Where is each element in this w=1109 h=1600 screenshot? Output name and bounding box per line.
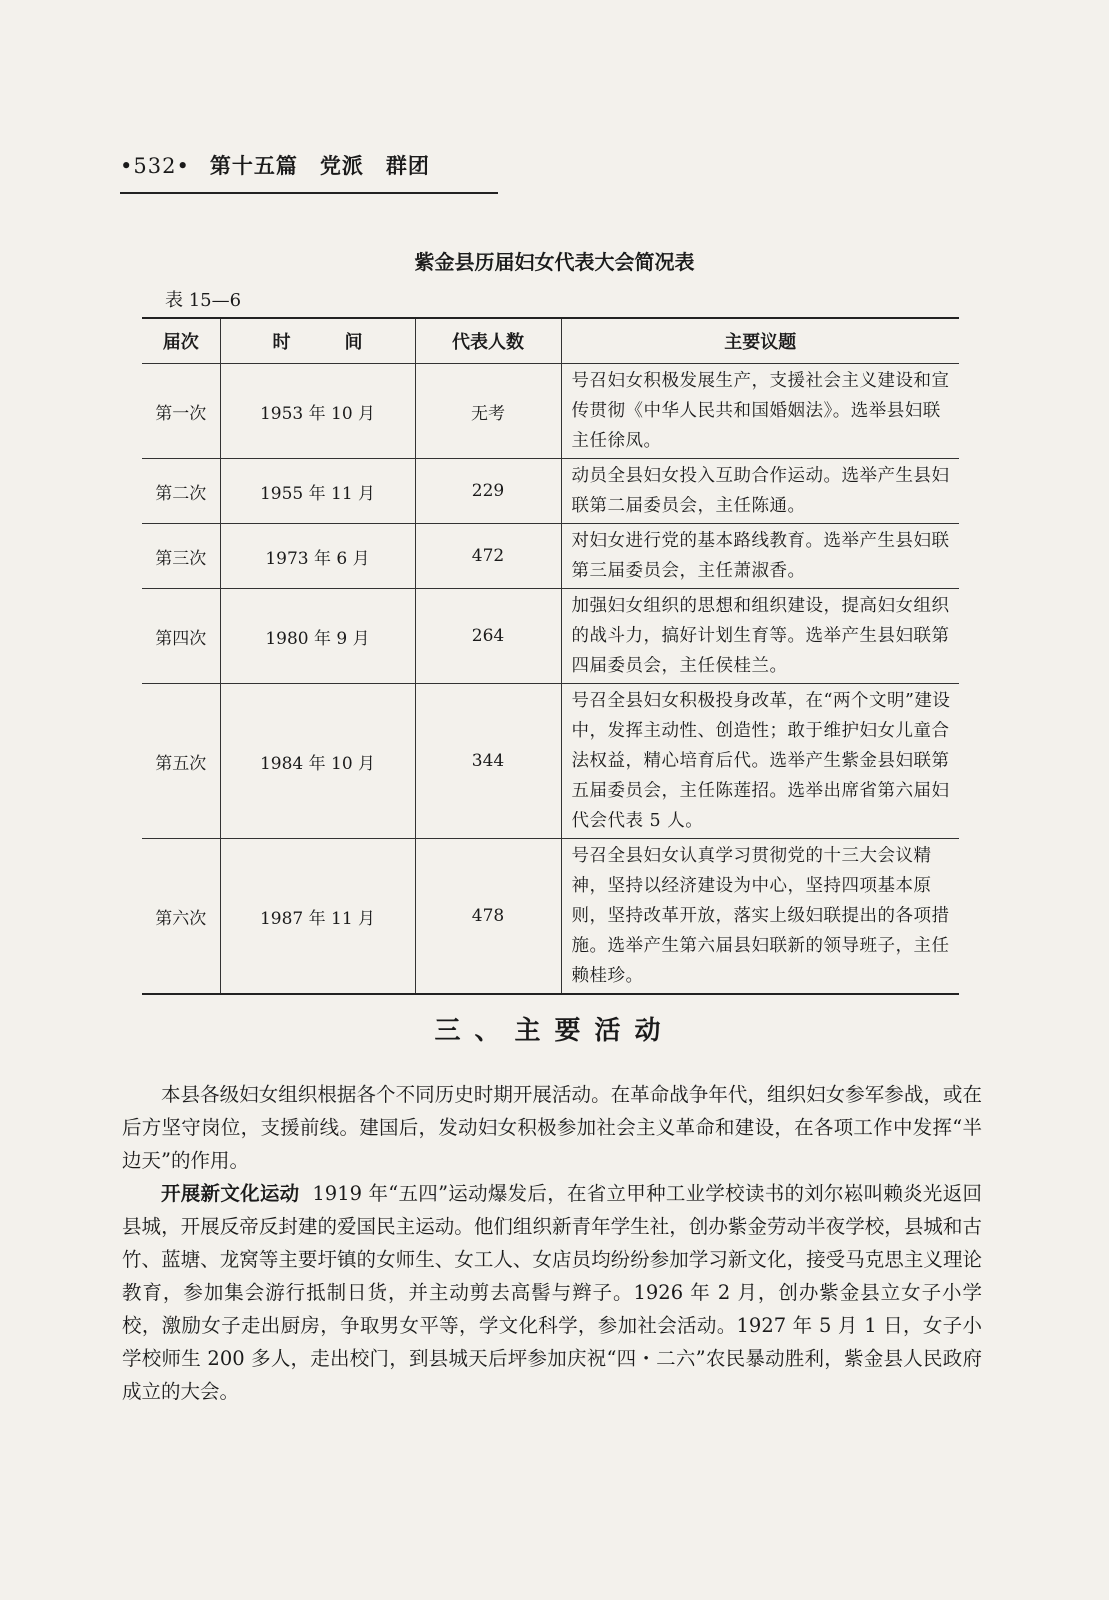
session-cell: 第三次 bbox=[142, 524, 220, 589]
topic-cell: 号召全县妇女认真学习贯彻党的十三大会议精神，坚持以经济建设为中心，坚持四项基本原则，坚持改革开放，落实上级妇联提出的各项措施。选举产生第六届县妇联新的领导班子，主任赖桂珍。 bbox=[561, 839, 959, 995]
table-row bbox=[142, 459, 959, 524]
delegates-cell: 264 bbox=[415, 589, 561, 684]
topic-cell: 号召妇女积极发展生产，支援社会主义建设和宣传贯彻《中华人民共和国婚姻法》。选举县妇联主任徐凤。 bbox=[561, 364, 959, 459]
topic-cell: 号召全县妇女积极投身改革，在“两个文明”建设中，发挥主动性、创造性；敢于维护妇女儿童合法权益，精心培育后代。选举产生紫金县妇联第五届委员会，主任陈莲招。选举出席省第六届妇代会代表 5 人。 bbox=[561, 684, 959, 839]
session-cell: 第六次 bbox=[142, 839, 220, 995]
delegates-cell: 478 bbox=[415, 839, 561, 995]
table-row bbox=[142, 839, 959, 995]
topic-cell: 动员全县妇女投入互助合作运动。选举产生县妇联第二届委员会，主任陈通。 bbox=[561, 459, 959, 524]
congress-summary-table bbox=[142, 317, 959, 995]
date-cell: 1973 年 6 月 bbox=[220, 524, 415, 589]
date-cell: 1955 年 11 月 bbox=[220, 459, 415, 524]
column-header-date: 时 间 bbox=[220, 318, 415, 364]
session-cell: 第一次 bbox=[142, 364, 220, 459]
delegates-cell: 无考 bbox=[415, 364, 561, 459]
column-header-delegates: 代表人数 bbox=[415, 318, 561, 364]
table-row bbox=[142, 524, 959, 589]
column-header-topic: 主要议题 bbox=[561, 318, 959, 364]
table-row bbox=[142, 684, 959, 839]
date-cell: 1980 年 9 月 bbox=[220, 589, 415, 684]
section-heading: 第十五篇 党派 群团 bbox=[209, 153, 430, 178]
page-number: •532• bbox=[120, 154, 190, 178]
body-text bbox=[122, 1078, 982, 1408]
delegates-cell: 472 bbox=[415, 524, 561, 589]
subsection-title: 开展新文化运动 bbox=[161, 1182, 300, 1205]
session-cell: 第二次 bbox=[142, 459, 220, 524]
section-title: 三、主要活动 bbox=[434, 1016, 675, 1046]
session-cell: 第四次 bbox=[142, 589, 220, 684]
table-header-row bbox=[142, 318, 959, 364]
delegates-cell: 229 bbox=[415, 459, 561, 524]
page-header bbox=[120, 150, 498, 194]
column-header-session: 届次 bbox=[142, 318, 220, 364]
topic-cell: 加强妇女组织的思想和组织建设，提高妇女组织的战斗力，搞好计划生育等。选举产生县妇联第四届委员会，主任侯桂兰。 bbox=[561, 589, 959, 684]
date-cell: 1984 年 10 月 bbox=[220, 684, 415, 839]
date-cell: 1987 年 11 月 bbox=[220, 839, 415, 995]
subsection-text: 1919 年“五四”运动爆发后，在省立甲种工业学校读书的刘尔崧叫赖炎光返回县城，开展反帝反封建的爱国民主运动。他们组织新青年学生社，创办紫金劳动半夜学校，县城和古竹、蓝塘、龙窝等主要圩镇的女师生、女工人、女店员均纷纷参加学习新文化，接受马克思主义理论教育，参加集会游行抵制日货，并主动剪去高髻与辫子。1926 年 2 月，创办紫金县立女子小学校，激励女子走出厨房，争取男女平等，学文化科学，参加社会活动。1927 年 5 月 1 日，女子小学校师生 200 多人，走出校门，到县城天后坪参加庆祝“四・二六”农民暴动胜利，紫金县人民政府成立的大会。 bbox=[122, 1182, 982, 1403]
intro-paragraph: 本县各级妇女组织根据各个不同历史时期开展活动。在革命战争年代，组织妇女参军参战，或在后方坚守岗位，支援前线。建国后，发动妇女积极参加社会主义革命和建设，在各项工作中发挥“半边天”的作用。 bbox=[122, 1083, 982, 1172]
session-cell: 第五次 bbox=[142, 684, 220, 839]
table-title: 紫金县历届妇女代表大会简况表 bbox=[414, 250, 695, 274]
date-cell: 1953 年 10 月 bbox=[220, 364, 415, 459]
topic-cell: 对妇女进行党的基本路线教育。选举产生县妇联第三届委员会，主任萧淑香。 bbox=[561, 524, 959, 589]
table-label: 表 15—6 bbox=[165, 290, 242, 311]
table-row bbox=[142, 589, 959, 684]
table-row bbox=[142, 364, 959, 459]
delegates-cell: 344 bbox=[415, 684, 561, 839]
subsection-paragraph bbox=[122, 1177, 982, 1408]
